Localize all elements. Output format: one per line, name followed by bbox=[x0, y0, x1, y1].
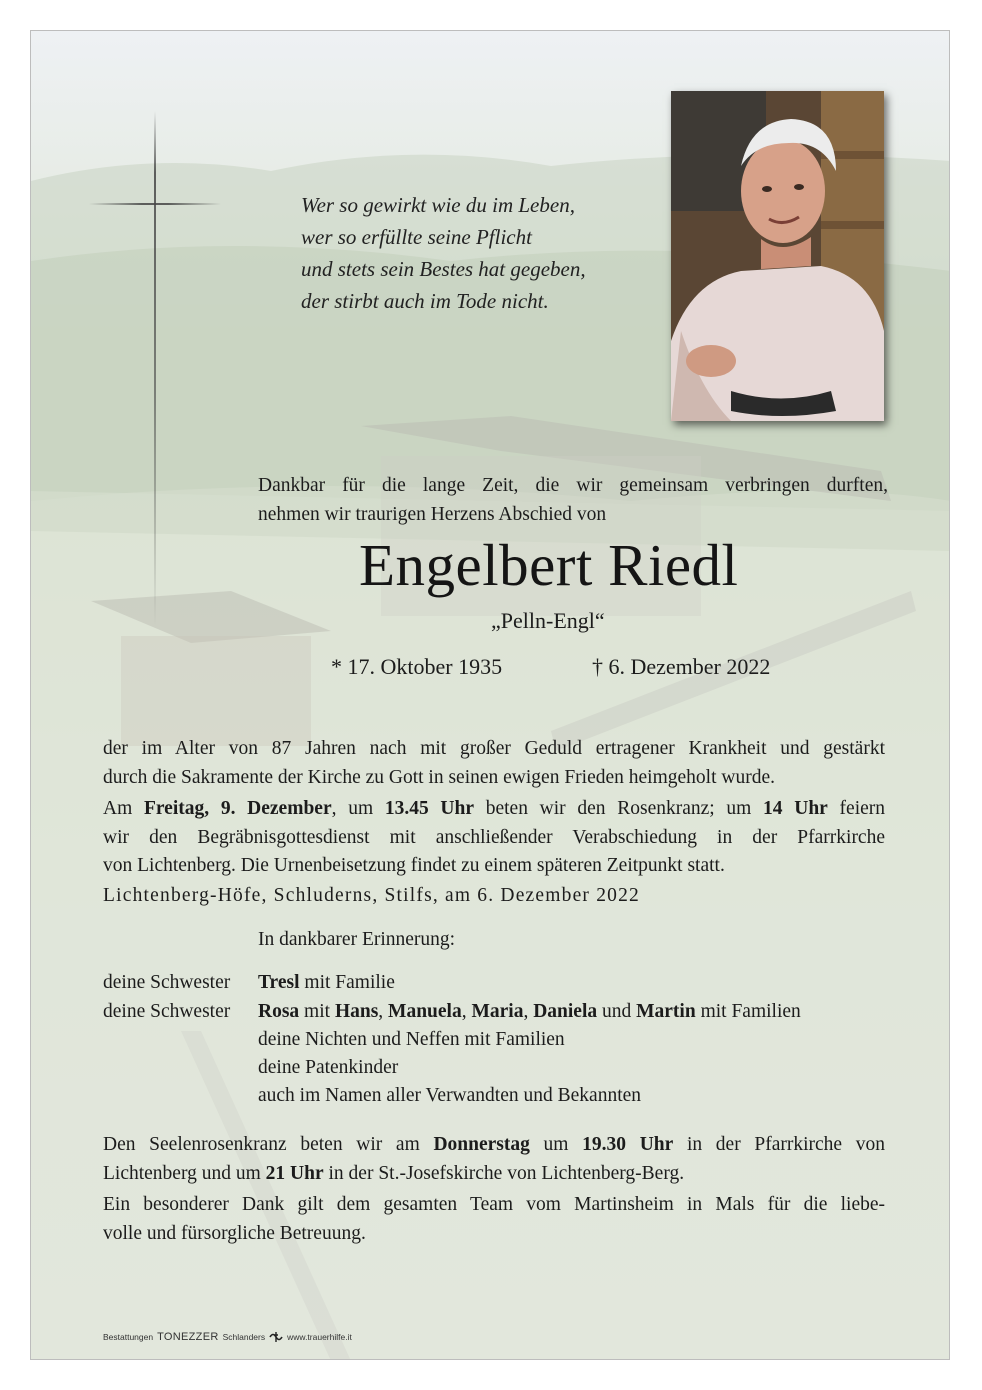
quote-line: wer so erfüllte seine Pflicht bbox=[301, 225, 532, 249]
footer-website-link[interactable]: www.trauerhilfe.it bbox=[287, 1332, 352, 1342]
closing-line: Ein besonderer Dank gilt dem gesamten Team vom Martinsheim in Mals für die liebe- bbox=[103, 1194, 885, 1215]
closing-text bbox=[103, 1131, 885, 1248]
mourner-entry: auch im Namen aller Verwandten und Bekannten bbox=[258, 1085, 642, 1106]
mourner-entry: deine Nichten und Neffen mit Familien bbox=[258, 1029, 565, 1050]
intro-line: Dankbar für die lange Zeit, die wir gemeinsam verbringen durften, bbox=[258, 475, 888, 496]
quote-line: und stets sein Bestes hat gegeben, bbox=[301, 257, 586, 281]
mourner-entry: Rosa mit Hans, Manuela, Maria, Daniela und Martin mit Familien bbox=[258, 1001, 801, 1022]
closing-line: Lichtenberg und um 21 Uhr in der St.-Josefskirche von Lichtenberg-Berg. bbox=[103, 1162, 685, 1184]
obituary-card bbox=[30, 30, 950, 1360]
closing-line: Den Seelenrosenkranz beten wir am Donnerstag um 19.30 Uhr in der Pfarrkirche von bbox=[103, 1134, 885, 1155]
mass-time: 14 Uhr bbox=[763, 798, 828, 819]
funeral-home-brand: TONEZZER bbox=[157, 1331, 219, 1343]
body-line: wir den Begräbnisgottesdienst mit anschließender Verabschiedung in der Pfarrkirche bbox=[103, 826, 885, 848]
death-date: † 6. Dezember 2022 bbox=[592, 654, 771, 679]
portrait-photo bbox=[671, 91, 884, 421]
closing-line: volle und fürsorgliche Betreuung. bbox=[103, 1222, 366, 1244]
quote-verse bbox=[301, 189, 661, 317]
mourner-label: deine Schwester bbox=[103, 1001, 231, 1022]
intro-text bbox=[258, 471, 888, 529]
quote-line: der stirbt auch im Tode nicht. bbox=[301, 289, 549, 313]
quote-line: Wer so gewirkt wie du im Leben, bbox=[301, 193, 575, 217]
rosary-time: 13.45 Uhr bbox=[384, 798, 475, 819]
mourner-entry: deine Patenkinder bbox=[258, 1057, 399, 1078]
funeral-day: Freitag, 9. Dezember bbox=[143, 798, 332, 819]
deceased-name: Engelbert Riedl bbox=[359, 532, 739, 598]
trauerhilfe-logo-icon bbox=[269, 1331, 283, 1343]
body-line: durch die Sakramente der Kirche zu Gott in seinen ewigen Frieden heimgeholt wurde. bbox=[103, 766, 775, 788]
cross-vertical bbox=[154, 111, 156, 626]
body-line: der im Alter von 87 Jahren nach mit großer Geduld ertragener Krankheit und gestärkt bbox=[103, 738, 885, 759]
deceased-nickname: „Pelln-Engl“ bbox=[491, 608, 605, 633]
cross-horizontal bbox=[89, 203, 221, 205]
intro-line: nehmen wir traurigen Herzens Abschied von bbox=[258, 504, 607, 525]
body-line: von Lichtenberg. Die Urnenbeisetzung findet zu einem späteren Zeitpunkt statt. bbox=[103, 855, 725, 876]
funeral-details bbox=[103, 735, 885, 881]
birth-date: * 17. Oktober 1935 bbox=[331, 654, 503, 679]
place-and-date: Lichtenberg-Höfe, Schluderns, Stilfs, am 6. Dezember 2022 bbox=[103, 885, 640, 906]
mourner-label: deine Schwester bbox=[103, 972, 231, 993]
mourner-entry: Tresl mit Familie bbox=[258, 972, 395, 993]
body-line: Am Freitag, 9. Dezember, um 13.45 Uhr beten wir den Rosenkranz; um 14 Uhr feiern bbox=[103, 798, 886, 819]
memory-heading: In dankbarer Erinnerung: bbox=[258, 929, 456, 950]
funeral-home-footer bbox=[103, 1331, 352, 1343]
footer-prefix: Bestattungen bbox=[103, 1332, 154, 1342]
footer-town: Schlanders bbox=[222, 1332, 266, 1342]
